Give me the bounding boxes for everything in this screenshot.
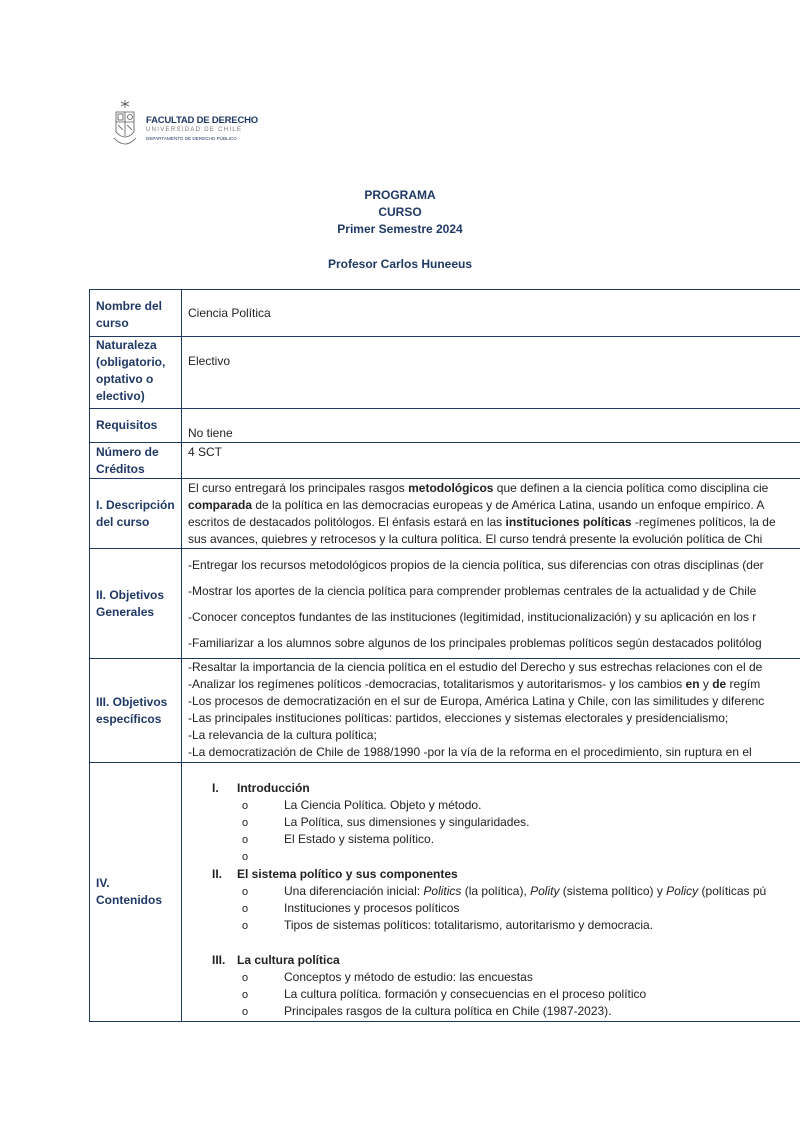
gen-item-4: -Familiarizar a los alumnos sobre algunos de los principales problemas políticos según destacados politólog xyxy=(188,636,762,650)
bullet-icon: o xyxy=(242,920,249,932)
section-1-title: Introducción xyxy=(237,781,310,795)
value-especificos xyxy=(182,659,800,763)
value-naturaleza: Electivo xyxy=(182,337,800,409)
s3-item-1: Conceptos y método de estudio: las encuestas xyxy=(284,970,533,984)
s2-item-3: Tipos de sistemas políticos: totalitarismo, autoritarismo y democracia. xyxy=(284,918,654,932)
esp-line-1: -Resaltar la importancia de la ciencia política en el estudio del Derecho y sus estrechas relaciones con el de xyxy=(188,660,763,674)
row-contenidos xyxy=(90,763,800,1022)
value-nombre: Ciencia Política xyxy=(182,290,800,337)
desc-line-4: sus avances, quiebres y retrocesos y la cultura política. El curso tendrá presente la evolución política de Chi xyxy=(188,532,763,546)
course-table xyxy=(89,289,800,1022)
label-contenidos: IV. Contenidos xyxy=(90,763,182,1022)
desc-line-3: escritos de destacados politólogos. El énfasis estará en las instituciones políticas -regímenes políticos, la de xyxy=(188,515,776,529)
label-generales: II. Objetivos Generales xyxy=(90,549,182,659)
s1-item-3: El Estado y sistema político. xyxy=(284,832,435,846)
gen-item-1: -Entregar los recursos metodológicos propios de la ciencia política, sus diferencias con otras disciplinas (der xyxy=(188,558,764,572)
gen-item-3: -Conocer conceptos fundantes de las instituciones (legitimidad, institucionalización) y su aplicación en los r xyxy=(188,610,757,624)
bullet-icon: o xyxy=(242,972,249,984)
value-contenidos xyxy=(182,763,800,1022)
section-3-num: III. xyxy=(212,953,226,967)
bullet-icon: o xyxy=(242,903,249,915)
label-naturaleza: Naturaleza (obligatorio, optativo o electivo) xyxy=(90,337,182,409)
university-seal-icon xyxy=(112,98,142,154)
doc-subtitle: CURSO xyxy=(378,205,422,219)
section-2-title: El sistema político y sus componentes xyxy=(237,867,458,881)
value-generales xyxy=(182,549,800,659)
label-requisitos: Requisitos xyxy=(90,409,182,443)
bullet-icon: o xyxy=(242,989,249,1001)
row-naturaleza xyxy=(90,337,800,409)
label-creditos: Número de Créditos xyxy=(90,443,182,479)
bullet-icon: o xyxy=(242,851,249,863)
s3-item-3: Principales rasgos de la cultura política en Chile (1987-2023). xyxy=(284,1004,612,1018)
bullet-icon: o xyxy=(242,800,249,812)
row-generales xyxy=(90,549,800,659)
value-creditos: 4 SCT xyxy=(182,443,800,479)
value-descripcion xyxy=(182,479,800,549)
s2-item-1: Una diferenciación inicial: Politics (la política), Polity (sistema político) y Policy (políticas pú xyxy=(284,884,767,898)
contents-list xyxy=(182,763,800,1021)
gen-item-2: -Mostrar los aportes de la ciencia política para comprender problemas centrales de la actualidad y de Chile xyxy=(188,584,757,598)
esp-line-3: -Los procesos de democratización en el sur de Europa, América Latina y Chile, con las similitudes y diferenc xyxy=(188,694,765,708)
esp-line-4: -Las principales instituciones políticas: partidos, elecciones y sistemas electorales y presidencialismo; xyxy=(188,711,729,725)
label-nombre: Nombre del curso xyxy=(90,290,182,337)
faculty-logo xyxy=(112,98,272,154)
row-especificos xyxy=(90,659,800,763)
desc-line-1: El curso entregará los principales rasgos metodológicos que definen a la ciencia política como disciplina cie xyxy=(188,481,769,495)
row-nombre xyxy=(90,290,800,337)
doc-title: PROGRAMA xyxy=(364,188,436,202)
esp-line-6: -La democratización de Chile de 1988/1990 -por la vía de la reforma en el procedimiento, sin ruptura en el xyxy=(188,745,752,759)
esp-line-2: -Analizar los regímenes políticos -democracias, totalitarismos y autoritarismos- y los cambios en y de regím xyxy=(188,677,761,691)
university-name: UNIVERSIDAD DE CHILE xyxy=(146,127,243,133)
esp-line-5: -La relevancia de la cultura política; xyxy=(188,728,377,742)
section-3-title: La cultura política xyxy=(237,953,340,967)
row-requisitos xyxy=(90,409,800,443)
faculty-name: FACULTAD DE DERECHO xyxy=(146,115,258,126)
desc-line-2: comparada de la política en las democracias europeas y de América Latina, usando un enfoque empírico. A xyxy=(188,498,765,512)
s1-item-2: La Política, sus dimensiones y singularidades. xyxy=(284,815,530,829)
section-2-num: II. xyxy=(212,867,223,881)
row-creditos xyxy=(90,443,800,479)
department-name: DEPARTAMENTO DE DERECHO PÚBLICO xyxy=(146,136,237,141)
s3-item-2: La cultura política. formación y consecuencias en el proceso político xyxy=(284,987,647,1001)
bullet-icon: o xyxy=(242,817,249,829)
faculty-name-block xyxy=(146,115,258,141)
label-descripcion: I. Descripción del curso xyxy=(90,479,182,549)
label-especificos: III. Objetivos específicos xyxy=(90,659,182,763)
doc-semester: Primer Semestre 2024 xyxy=(337,222,463,236)
s1-item-1: La Ciencia Política. Objeto y método. xyxy=(284,798,482,812)
bullet-icon: o xyxy=(242,886,249,898)
section-1-num: I. xyxy=(212,781,219,795)
s2-item-2: Instituciones y procesos políticos xyxy=(284,901,460,915)
bullet-icon: o xyxy=(242,834,249,846)
row-descripcion xyxy=(90,479,800,549)
doc-professor: Profesor Carlos Huneeus xyxy=(327,257,473,271)
value-requisitos: No tiene xyxy=(182,409,800,443)
bullet-icon: o xyxy=(242,1006,249,1018)
